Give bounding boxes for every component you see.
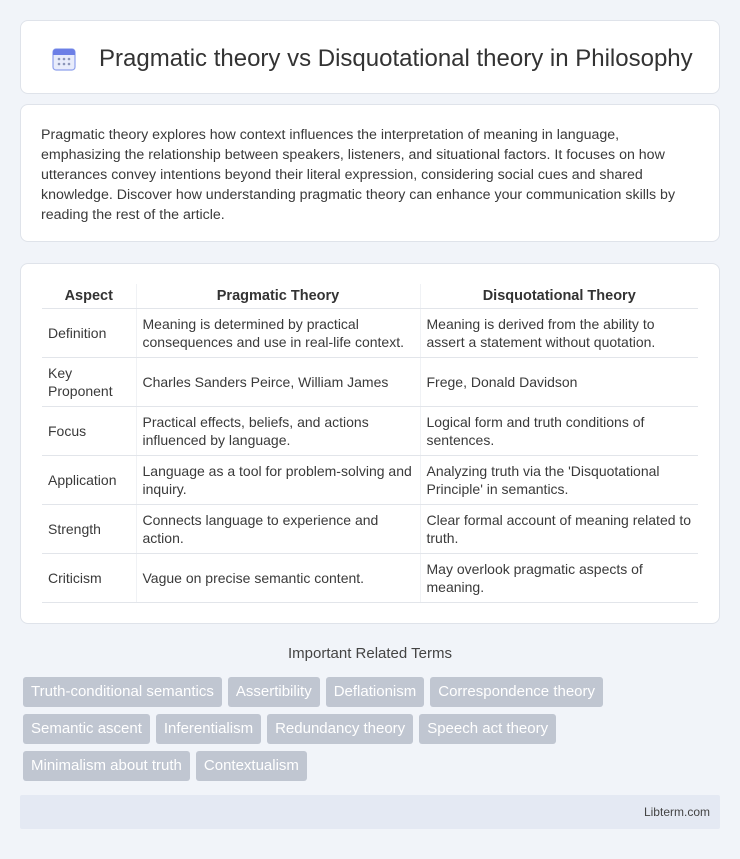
cell-disquotational: Logical form and truth conditions of sentences. <box>420 406 698 455</box>
cell-disquotational: Analyzing truth via the 'Disquotational Principle' in semantics. <box>420 455 698 504</box>
footer-site-link[interactable]: Libterm.com <box>643 805 710 819</box>
table-row <box>42 553 698 602</box>
page-title: Pragmatic theory vs Disquotational theory in Philosophy <box>99 45 693 72</box>
cell-aspect: Strength <box>42 504 136 553</box>
cell-disquotational: Clear formal account of meaning related to truth. <box>420 504 698 553</box>
table-row <box>42 357 698 406</box>
header-aspect: Aspect <box>42 284 136 308</box>
cell-aspect: Criticism <box>42 553 136 602</box>
related-term-tag[interactable]: Minimalism about truth <box>23 751 190 781</box>
related-term-tag[interactable]: Assertibility <box>228 677 320 707</box>
intro-card <box>20 104 720 242</box>
related-term-tag[interactable]: Truth-conditional semantics <box>23 677 222 707</box>
related-term-tag[interactable]: Contextualism <box>196 751 307 781</box>
cell-aspect: Application <box>42 455 136 504</box>
header-pragmatic: Pragmatic Theory <box>136 284 420 308</box>
related-term-tag[interactable]: Speech act theory <box>419 714 556 744</box>
header-disquotational: Disquotational Theory <box>420 284 698 308</box>
cell-disquotational: Meaning is derived from the ability to assert a statement without quotation. <box>420 308 698 357</box>
document-icon <box>51 46 77 72</box>
related-term-tag[interactable]: Deflationism <box>326 677 425 707</box>
related-terms-list <box>23 677 683 781</box>
comparison-table <box>42 284 698 603</box>
cell-pragmatic: Practical effects, beliefs, and actions influenced by language. <box>136 406 420 455</box>
related-terms-heading: Important Related Terms <box>288 645 452 662</box>
cell-pragmatic: Connects language to experience and action. <box>136 504 420 553</box>
comparison-table-card <box>20 263 720 624</box>
cell-aspect: Key Proponent <box>42 357 136 406</box>
title-card <box>20 20 720 94</box>
related-term-tag[interactable]: Semantic ascent <box>23 714 150 744</box>
intro-paragraph: Pragmatic theory explores how context influences the interpretation of meaning in language, emphasizing the relationship between speakers, listeners, and situational factors. It focuses on how utterances convey intentions beyond their literal expression, considering social cues and shared knowledge. Discover how understanding pragmatic theory can enhance your communication skills by reading the rest of the article. <box>41 127 676 223</box>
table-row <box>42 308 698 357</box>
cell-pragmatic: Charles Sanders Peirce, William James <box>136 357 420 406</box>
table-row <box>42 455 698 504</box>
cell-disquotational: Frege, Donald Davidson <box>420 357 698 406</box>
cell-aspect: Definition <box>42 308 136 357</box>
cell-disquotational: May overlook pragmatic aspects of meaning. <box>420 553 698 602</box>
table-row <box>42 406 698 455</box>
table-row <box>42 504 698 553</box>
related-term-tag[interactable]: Correspondence theory <box>430 677 603 707</box>
cell-aspect: Focus <box>42 406 136 455</box>
related-term-tag[interactable]: Inferentialism <box>156 714 261 744</box>
cell-pragmatic: Meaning is determined by practical consequences and use in real-life context. <box>136 308 420 357</box>
table-header-row <box>42 284 698 308</box>
footer-bar <box>20 795 720 829</box>
cell-pragmatic: Vague on precise semantic content. <box>136 553 420 602</box>
cell-pragmatic: Language as a tool for problem-solving and inquiry. <box>136 455 420 504</box>
related-term-tag[interactable]: Redundancy theory <box>267 714 413 744</box>
